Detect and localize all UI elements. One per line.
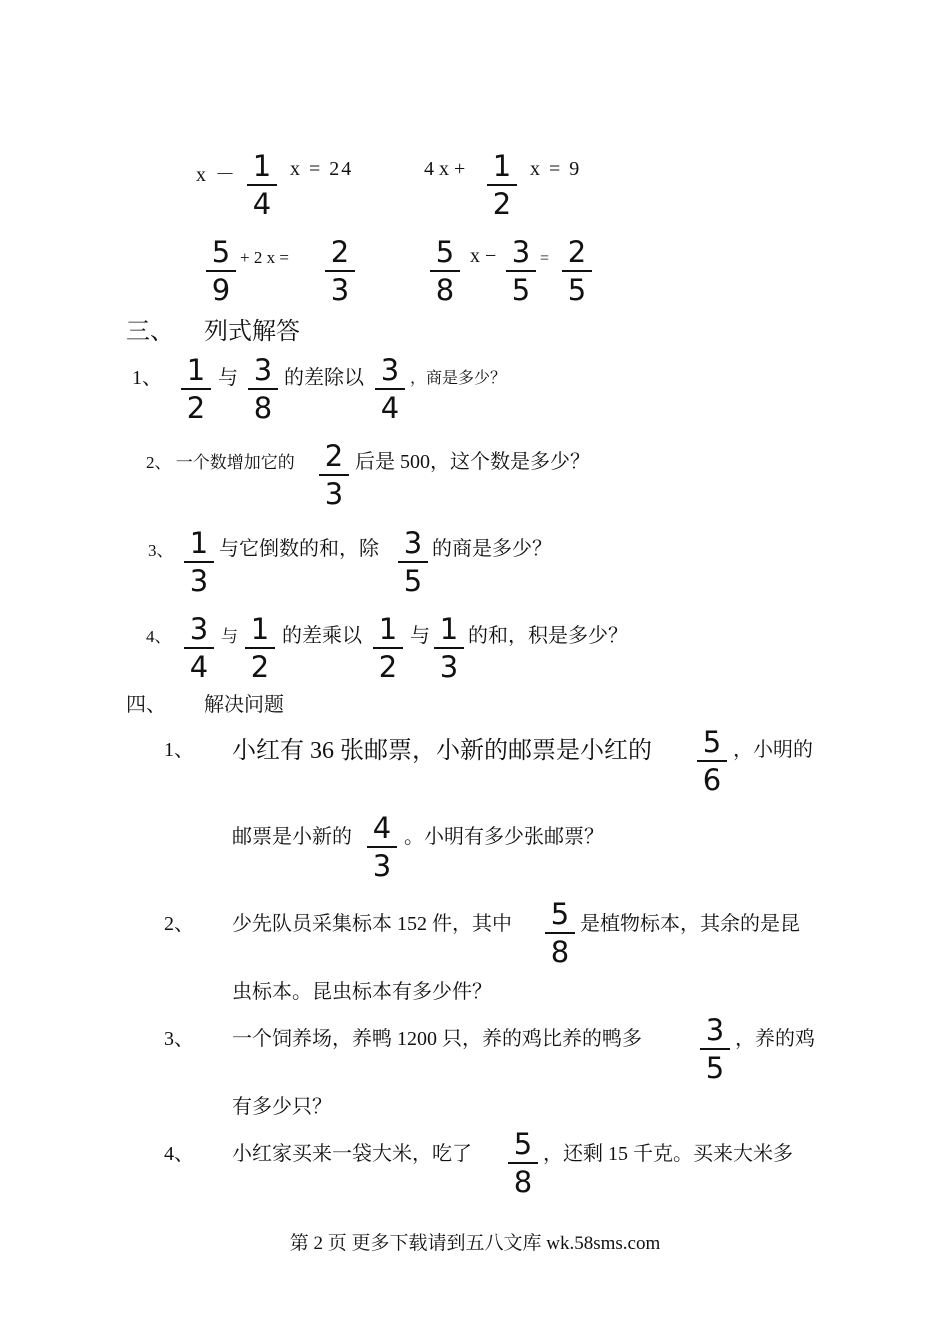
q3-3-text-2: 的商是多少？ (432, 538, 552, 560)
eq1-right: x = 24 (290, 158, 354, 180)
section3-number: 三、 (126, 319, 174, 345)
q3-1-text-3: ，商是多少？ (410, 370, 507, 387)
eq3-fraction-2: 2 3 (322, 236, 358, 306)
p2-line1-end: 是植物标本，其余的是昆 (580, 913, 800, 935)
q3-4-fraction-1: 3 4 (181, 613, 217, 683)
q3-1-fraction-2: 3 8 (245, 354, 281, 424)
p3-line2: 有多少只？ (232, 1096, 332, 1118)
q3-1-fraction-3: 3 4 (372, 354, 408, 424)
eq4-fraction-3: 2 5 (559, 236, 595, 306)
q3-4-text-2: 的差乘以 (282, 625, 362, 647)
eq2-right: x = 9 (530, 158, 582, 180)
q3-3-fraction-1: 1 3 (181, 527, 217, 597)
p1-line2-end: 。小明有多少张邮票？ (404, 826, 604, 848)
p2-fraction: 5 8 (542, 898, 578, 968)
q3-1-fraction-1: 1 2 (178, 354, 214, 424)
q3-3-number: 3、 (148, 541, 174, 560)
section4-number: 四、 (126, 694, 166, 716)
p2-line1: 少先队员采集标本 152 件，其中 (232, 913, 512, 935)
p3-line1-end: ，养的鸡 (735, 1028, 815, 1050)
q3-1-text-1: 与 (218, 367, 238, 389)
q3-4-text-4: 的和，积是多少？ (468, 625, 628, 647)
eq1-left: x － (196, 164, 237, 186)
eq4-fraction-2: 3 5 (503, 236, 539, 306)
p1-fraction-2: 4 3 (364, 812, 400, 882)
q3-4-fraction-3: 1 2 (370, 613, 406, 683)
q3-1-text-2: 的差除以 (284, 367, 364, 389)
p2-line2: 虫标本。昆虫标本有多少件？ (232, 981, 492, 1003)
eq2-left: 4 x + (424, 158, 466, 180)
p1-fraction-1: 5 6 (694, 726, 730, 796)
q3-4-fraction-4: 1 3 (431, 613, 467, 683)
q3-2-text-1: 2、 一个数增加它的 (146, 453, 295, 472)
q3-4-fraction-2: 1 2 (242, 613, 278, 683)
q3-2-fraction: 2 3 (316, 440, 352, 510)
section3-title: 列式解答 (204, 319, 300, 345)
q3-3-text-1: 与它倒数的和，除 (219, 538, 379, 560)
page-footer: 第 2 页 更多下载请到五八文库 wk.58sms.com (289, 1233, 661, 1254)
p1-number: 1、 (164, 739, 194, 761)
p4-number: 4、 (164, 1143, 194, 1165)
eq2-fraction: 1 2 (484, 150, 520, 220)
q3-4-number: 4、 (146, 627, 172, 646)
p2-number: 2、 (164, 913, 194, 935)
p4-line1: 小红家买来一袋大米，吃了 (232, 1143, 472, 1165)
eq3-middle: + 2 x = (240, 248, 289, 267)
p1-line2: 邮票是小新的 (232, 826, 352, 848)
eq4-equals: = (540, 250, 550, 267)
eq1-fraction: 1 4 (244, 150, 280, 220)
p3-number: 3、 (164, 1028, 194, 1050)
p1-line1: 小红有 36 张邮票，小新的邮票是小红的 (232, 738, 652, 764)
p3-fraction: 3 5 (697, 1014, 733, 1084)
eq3-fraction-1: 5 9 (203, 236, 239, 306)
eq4-middle: x − (470, 245, 497, 267)
q3-1-number: 1、 (132, 367, 162, 389)
q3-4-text-3: 与 (410, 625, 430, 647)
q3-2-text-2: 后是 500，这个数是多少？ (355, 451, 590, 473)
p4-fraction: 5 8 (505, 1128, 541, 1198)
q3-4-text-1: 与 (221, 627, 238, 646)
p3-line1: 一个饲养场，养鸭 1200 只，养的鸡比养的鸭多 (232, 1028, 642, 1050)
section4-title: 解决问题 (204, 694, 284, 716)
q3-3-fraction-2: 3 5 (395, 527, 431, 597)
eq4-fraction-1: 5 8 (427, 236, 463, 306)
p1-line1-end: ，小明的 (733, 739, 813, 761)
p4-line1-end: ，还剩 15 千克。买来大米多 (543, 1143, 793, 1165)
